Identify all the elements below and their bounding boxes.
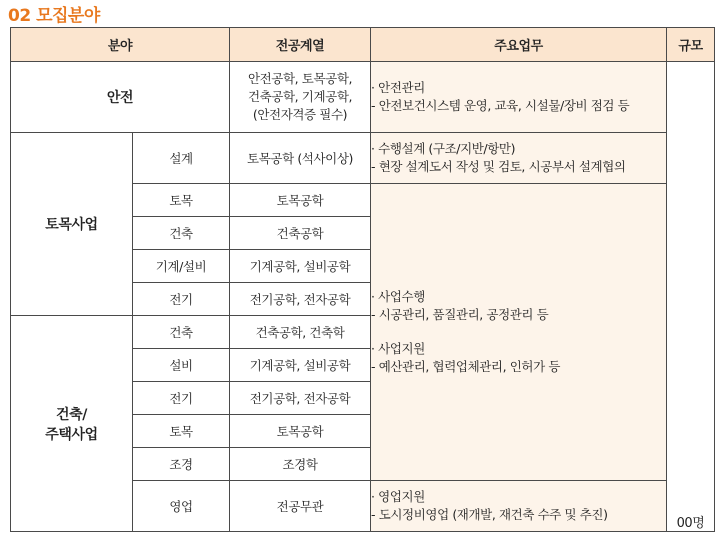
scale-cell: 00명 (667, 62, 715, 532)
sub-field: 전기 (133, 382, 230, 415)
table-row-safety (11, 62, 715, 133)
group-housing (11, 316, 133, 532)
duty-line: - 시공관리, 품질관리, 공정관리 등 (371, 307, 549, 322)
major-cell: 조경학 (230, 448, 371, 481)
table-row-civil-design (11, 133, 715, 184)
group-civil: 토목사업 (11, 133, 133, 316)
sub-field: 영업 (133, 481, 230, 532)
duty-line: - 예산관리, 협력업체관리, 인허가 등 (371, 359, 561, 374)
header-row (11, 28, 715, 62)
major-cell: 기계공학, 설비공학 (230, 349, 371, 382)
duty-line: · 수행설계 (구조/지반/항만) (371, 141, 516, 156)
major-cell: 토목공학 (석사이상) (230, 133, 371, 184)
sub-field: 건축 (133, 316, 230, 349)
duty-sales (371, 481, 667, 532)
major-cell: 전기공학, 전자공학 (230, 382, 371, 415)
sub-field: 설계 (133, 133, 230, 184)
recruitment-table (10, 27, 715, 532)
sub-field: 기계/설비 (133, 250, 230, 283)
duty-line: · 안전관리 (371, 80, 425, 95)
sub-field: 토목 (133, 184, 230, 217)
header-field: 분야 (11, 28, 230, 62)
duty-line: · 사업수행 (371, 289, 425, 304)
header-scale: 규모 (667, 28, 715, 62)
sub-field: 조경 (133, 448, 230, 481)
header-duty: 주요업무 (371, 28, 667, 62)
sub-field: 전기 (133, 283, 230, 316)
major-line: (안전자격증 필수) (252, 107, 348, 122)
sub-field: 토목 (133, 415, 230, 448)
duty-civil-design (371, 133, 667, 184)
major-cell: 건축공학 (230, 217, 371, 250)
duty-line: - 안전보건시스템 운영, 교육, 시설물/장비 점검 등 (371, 98, 630, 113)
duty-shared (371, 184, 667, 481)
major-cell: 건축공학, 건축학 (230, 316, 371, 349)
sub-field: 건축 (133, 217, 230, 250)
major-line: 안전공학, 토목공학, (247, 71, 353, 86)
header-major: 전공계열 (230, 28, 371, 62)
field-safety: 안전 (11, 62, 230, 133)
major-safety (230, 62, 371, 133)
major-cell: 토목공학 (230, 415, 371, 448)
duty-line: · 사업지원 (371, 341, 425, 356)
section-title: 02 모집분야 (8, 6, 100, 26)
major-cell: 기계공학, 설비공학 (230, 250, 371, 283)
group-line: 주택사업 (45, 426, 98, 443)
sub-field: 설비 (133, 349, 230, 382)
major-cell: 전공무관 (230, 481, 371, 532)
duty-safety (371, 62, 667, 133)
duty-line: - 도시정비영업 (재개발, 재건축 수주 및 추진) (371, 507, 608, 522)
group-line: 건축/ (56, 406, 87, 423)
major-cell: 토목공학 (230, 184, 371, 217)
major-line: 건축공학, 기계공학, (247, 89, 353, 104)
major-cell: 전기공학, 전자공학 (230, 283, 371, 316)
duty-line: · 영업지원 (371, 489, 425, 504)
duty-line: - 현장 설계도서 작성 및 검토, 시공부서 설계협의 (371, 159, 626, 174)
